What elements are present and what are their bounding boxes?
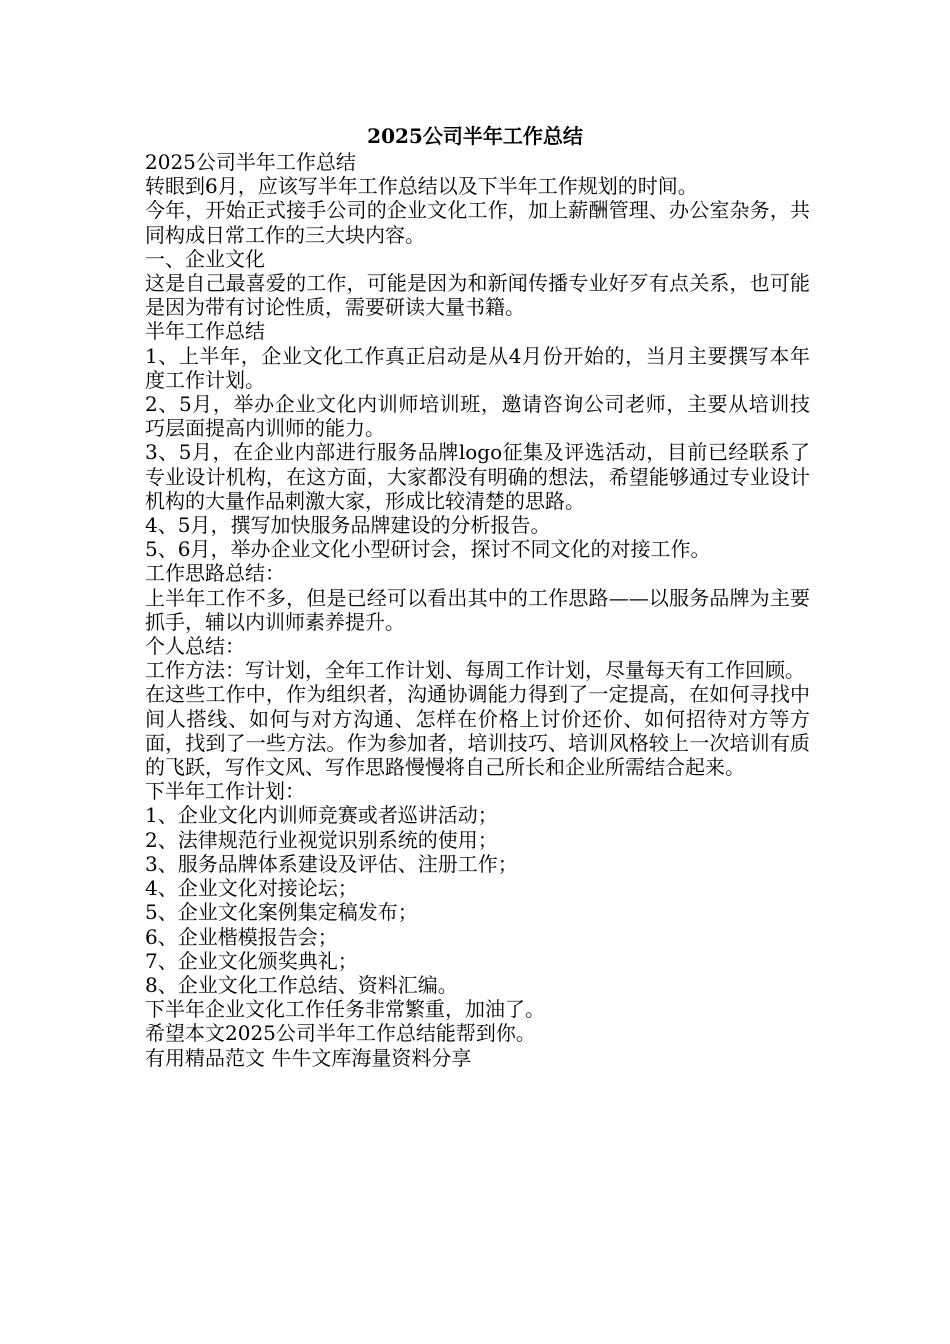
paragraph: 工作方法：写计划，全年工作计划、每周工作计划，尽量每天有工作回顾。: [145, 658, 805, 683]
paragraph: 转眼到6月，应该写半年工作总结以及下半年工作规划的时间。: [145, 174, 698, 199]
paragraph: 2025公司半年工作总结: [145, 150, 356, 174]
paragraph: 希望本文2025公司半年工作总结能帮到你。: [145, 1021, 536, 1046]
list-item: 7、企业文化颁奖典礼；: [145, 948, 358, 973]
section-heading: 工作思路总结：: [145, 561, 285, 586]
list-item: 8、企业文化工作总结、资料汇编。: [145, 972, 458, 997]
section-heading: 个人总结：: [145, 634, 245, 659]
section-heading: 半年工作总结: [145, 319, 265, 344]
paragraph: 今年，开始正式接手公司的企业文化工作，加上薪酬管理、办公室杂务，共同构成日常工作的三大块内容。: [145, 198, 810, 247]
document-body: [145, 150, 810, 1070]
paragraph: 上半年工作不多，但是已经可以看出其中的工作思路——以服务品牌为主要抓手，辅以内训师素养提升。: [145, 585, 810, 634]
list-item: 2、5月，举办企业文化内训师培训班，邀请咨询公司老师，主要从培训技巧层面提高内训师的能力。: [145, 392, 810, 441]
footer-note: 有用精品范文 牛牛文库海量资料分享: [145, 1045, 472, 1070]
list-item: 6、企业楷模报告会；: [145, 924, 338, 949]
document-title: 2025公司半年工作总结: [367, 124, 583, 148]
section-heading: 下半年工作计划：: [145, 779, 305, 804]
paragraph: 下半年企业文化工作任务非常繁重，加油了。: [145, 997, 545, 1022]
list-item: 2、法律规范行业视觉识别系统的使用；: [145, 827, 498, 852]
list-item: 5、企业文化案例集定稿发布；: [145, 900, 418, 925]
paragraph: 在这些工作中，作为组织者，沟通协调能力得到了一定提高，在如何寻找中间人搭线、如何与对方沟通、怎样在价格上讨价还价、如何招待对方等方面，找到了一些方法。作为参加者，培训技巧、培训风格较上一次培训有质的飞跃，写作文风、写作思路慢慢将自己所长和企业所需结合起来。: [145, 682, 810, 780]
list-item: 4、企业文化对接论坛；: [145, 876, 358, 901]
list-item: 4、5月，撰写加快服务品牌建设的分析报告。: [145, 513, 551, 538]
list-item: 3、服务品牌体系建设及评估、注册工作；: [145, 851, 518, 876]
paragraph: 这是自己最喜爱的工作，可能是因为和新闻传播专业好歹有点关系，也可能是因为带有讨论性质，需要研读大量书籍。: [145, 271, 810, 320]
section-heading: 一、企业文化: [145, 246, 265, 271]
list-item: 1、上半年，企业文化工作真正启动是从4月份开始的，当月主要撰写本年度工作计划。: [145, 343, 810, 392]
list-item: 5、6月，举办企业文化小型研讨会，探讨不同文化的对接工作。: [145, 537, 711, 562]
list-item: 1、企业文化内训师竞赛或者巡讲活动；: [145, 803, 498, 828]
list-item: 3、5月，在企业内部进行服务品牌logo征集及评选活动，目前已经联系了专业设计机构，在这方面，大家都没有明确的想法，希望能够通过专业设计机构的大量作品刺激大家，形成比较清楚的思路。: [145, 440, 810, 513]
